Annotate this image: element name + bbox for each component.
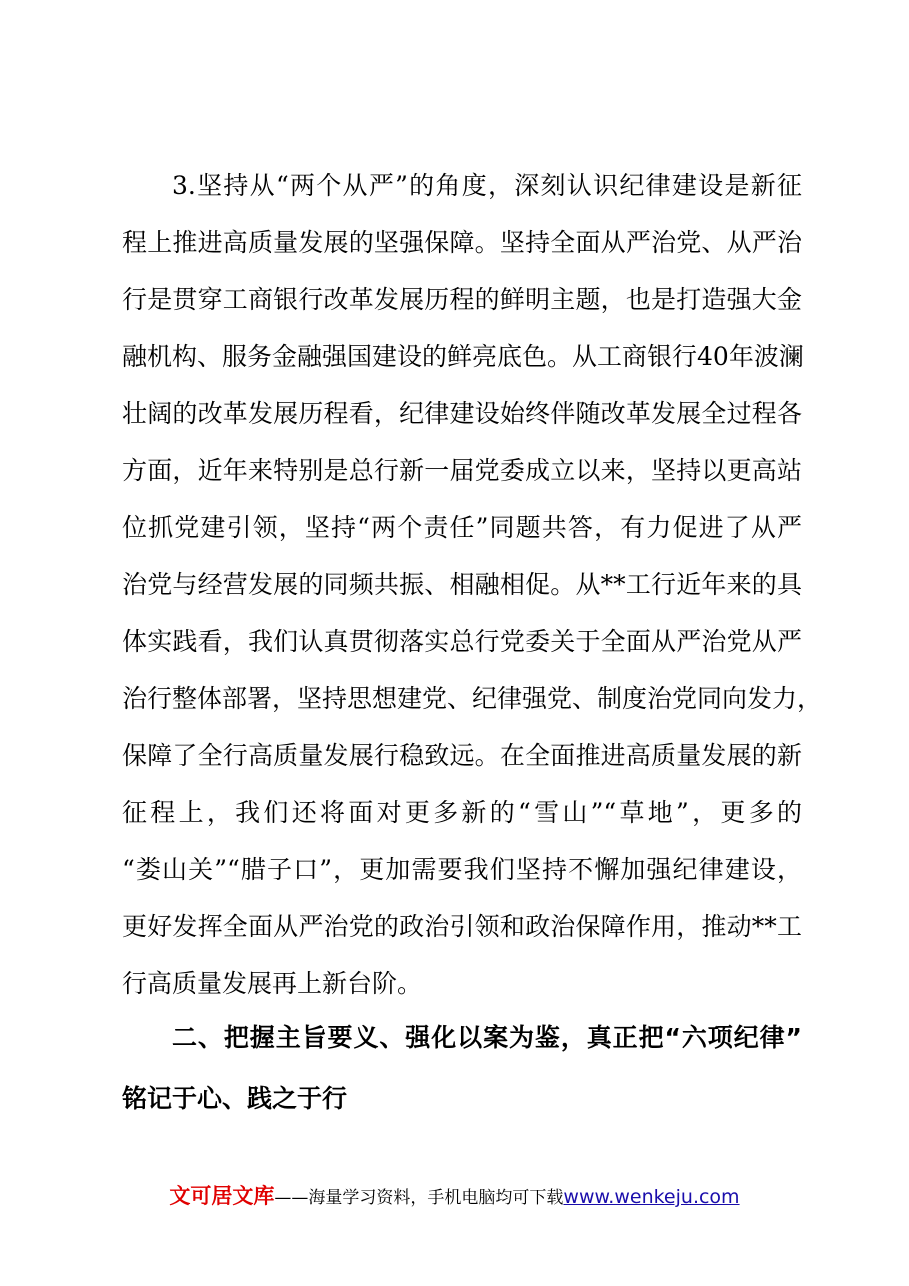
paragraph-line: 保障了全行高质量发展行稳致远。在全面推进高质量发展的新 <box>122 741 802 770</box>
paragraph-line: 治行整体部署，坚持思想建党、纪律强党、制度治党同向发力， <box>122 684 823 713</box>
paragraph-line: 更好发挥全面从严治党的政治引领和政治保障作用，推动**工 <box>122 912 802 941</box>
heading-line: 铭记于心、践之于行 <box>122 1084 348 1113</box>
paragraph-line: 位抓党建引领，坚持“两个责任”同题共答，有力促进了从严 <box>122 513 802 542</box>
paragraph-line: 行是贯穿工商银行改革发展历程的鲜明主题，也是打造强大金 <box>122 285 802 314</box>
paragraph-line: 融机构、服务金融强国建设的鲜亮底色。从工商银行40年波澜 <box>122 342 804 371</box>
body-paragraph <box>122 157 823 1012</box>
paragraph-line: 3.坚持从“两个从严”的角度，深刻认识纪律建设是新征 <box>172 171 802 200</box>
footer-tagline: ——海量学习资料，手机电脑均可下载 <box>274 1188 564 1208</box>
paragraph-line: 治党与经营发展的同频共振、相融相促。从**工行近年来的具 <box>122 570 802 599</box>
heading-line: 二、把握主旨要义、强化以案为鉴，真正把“六项纪律” <box>172 1023 802 1052</box>
footer-brand: 文可居文库 <box>169 1184 275 1208</box>
paragraph-line: “娄山关”“腊子口”，更加需要我们坚持不懈加强纪律建设， <box>122 855 802 884</box>
section-heading <box>122 1007 802 1129</box>
paragraph-line: 壮阔的改革发展历程看，纪律建设始终伴随改革发展全过程各 <box>122 399 802 428</box>
paragraph-line: 方面，近年来特别是总行新一届党委成立以来，坚持以更高站 <box>122 456 802 485</box>
footer-banner <box>0 1180 909 1210</box>
paragraph-line: 程上推进高质量发展的坚强保障。坚持全面从严治党、从严治 <box>122 228 802 257</box>
paragraph-line: 体实践看，我们认真贯彻落实总行党委关于全面从严治党从严 <box>122 627 802 656</box>
paragraph-line: 征程上，我们还将面对更多新的“雪山”“草地”，更多的 <box>122 798 802 827</box>
paragraph-line: 行高质量发展再上新台阶。 <box>122 969 423 998</box>
footer-link[interactable]: www.wenkeju.com <box>563 1186 740 1208</box>
